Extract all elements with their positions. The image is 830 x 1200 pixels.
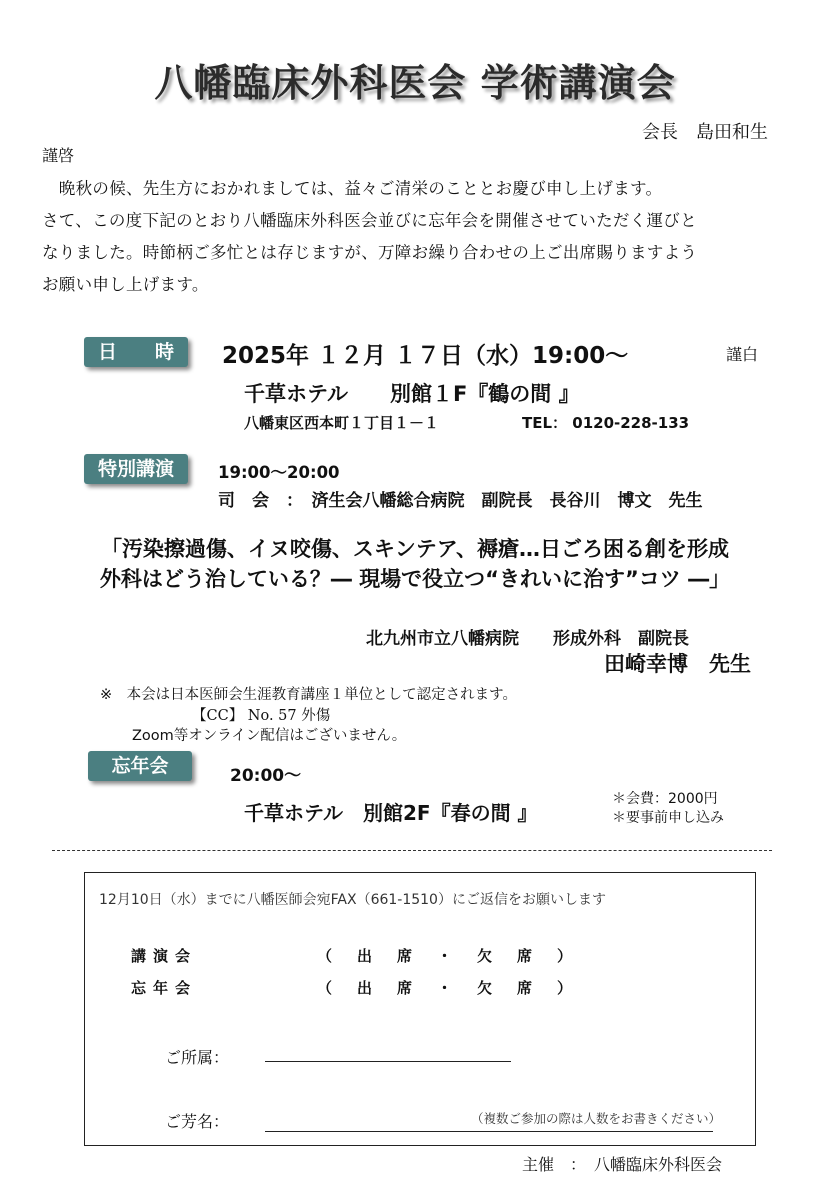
lecture-attendance-label: 講演会 [131, 947, 198, 965]
cut-line [52, 850, 772, 851]
president-name: 会長 島田和生 [642, 122, 768, 143]
cme-note: ※ 本会は日本医師会生涯教育講座１単位として認定されます。 [100, 687, 517, 703]
party-venue: 千草ホテル 別館2F『春の間 』 [244, 801, 538, 825]
reply-instruction: 12月10日（水）までに八幡医師会宛FAX（661-1510）にご返信をお願いします [99, 892, 606, 908]
greeting-line-4: お願い申し上げます。 [42, 275, 209, 294]
lecture-time: 19:00～20:00 [218, 463, 340, 482]
speaker-affiliation: 北九州市立八幡病院 形成外科 副院長 [366, 629, 689, 649]
greeting-opening: 謹啓 [42, 146, 75, 165]
affiliation-label: ご所属： [165, 1048, 230, 1067]
datetime-badge: 日 時 [84, 337, 188, 367]
affiliation-field[interactable] [265, 1061, 511, 1062]
online-note: Zoom等オンライン配信はございません。 [132, 728, 407, 744]
greeting-closing: 謹白 [726, 345, 759, 364]
greeting-line-3: なりました。時節柄ご多忙とは存じますが、万障お繰り合わせの上ご出席賜りますよう [42, 243, 698, 262]
name-hint: （複数ご参加の際は人数をお書きください） [471, 1111, 722, 1126]
cc-code-note: 【CC】 No. 57 外傷 [192, 708, 331, 724]
lecture-badge: 特別講演 [84, 454, 188, 484]
party-fee: ＊会費：2000円 [612, 791, 718, 807]
greeting-line-2: さて、この度下記のとおり八幡臨床外科医会並びに忘年会を開催させていただく運びと [42, 211, 697, 230]
lecture-attendance-options[interactable]: （ 出 席 ・ 欠 席 ） [317, 947, 578, 965]
party-badge: 忘年会 [88, 751, 192, 781]
name-label: ご芳名： [165, 1112, 230, 1131]
page-title: 八幡臨床外科医会 学術講演会 [154, 61, 676, 105]
party-time: 20:00～ [230, 766, 302, 786]
party-attendance-label: 忘年会 [131, 979, 198, 997]
host-organization: 主催 ： 八幡臨床外科医会 [522, 1155, 723, 1174]
party-attendance-options[interactable]: （ 出 席 ・ 欠 席 ） [317, 979, 578, 997]
lecture-venue: 千草ホテル 別館１F『鶴の間 』 [244, 382, 580, 406]
venue-tel: TEL： 0120-228-133 [522, 414, 690, 432]
greeting-line-1: 晩秋の候、先生方におかれましては、益々ご清栄のこととお慶び申し上げます。 [42, 179, 663, 198]
party-reservation: ＊要事前申し込み [612, 810, 724, 826]
lecture-topic-line-2: 外科はどう治している？― 現場で役立つ“きれいに治す”コツ ―」 [99, 567, 731, 591]
lecture-chair: 司 会 ： 済生会八幡総合病院 副院長 長谷川 博文 先生 [218, 491, 703, 511]
venue-address: 八幡東区西本町１丁目１－１ [244, 414, 440, 432]
lecture-topic-line-1: 「汚染擦過傷、イヌ咬傷、スキンテア、褥瘡…日ごろ困る創を形成 [100, 537, 730, 561]
speaker-name: 田崎幸博 先生 [604, 652, 751, 676]
reply-form [84, 872, 756, 1146]
name-field[interactable] [265, 1131, 713, 1132]
event-date: 2025年 １２月 １７日（水）19:00～ [222, 343, 629, 369]
